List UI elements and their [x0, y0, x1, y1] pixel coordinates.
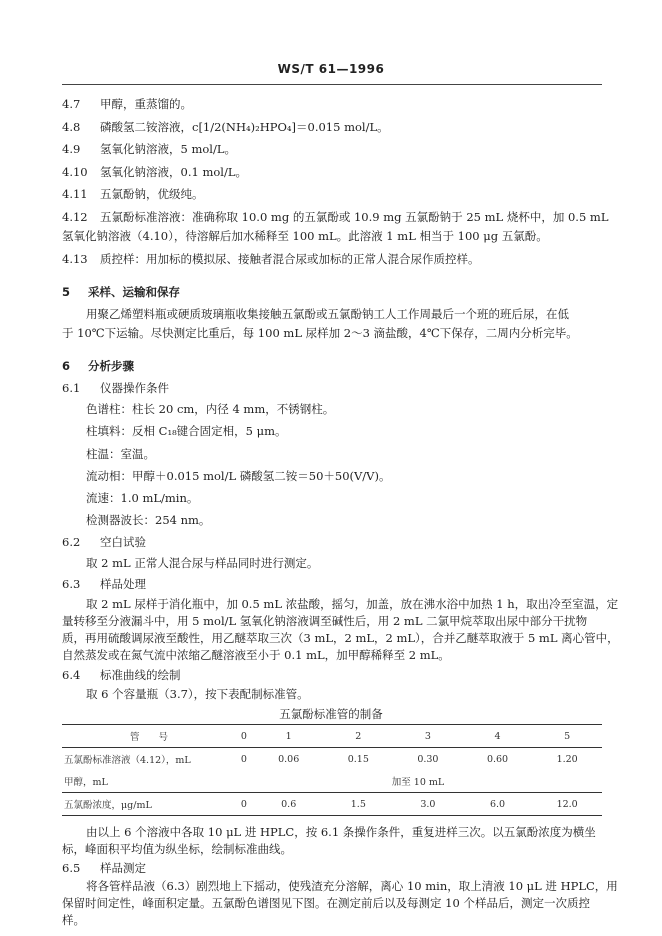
subsection-6-5-heading	[62, 860, 146, 876]
table-row	[62, 770, 602, 793]
item-text: 氢氧化钠溶液，0.1 mol/L。	[100, 165, 247, 179]
item-4-7	[62, 96, 192, 112]
condition-line: 流动相：甲醇＋0.015 mol/L 磷酸氢二铵＝50＋50(V/V)。	[86, 469, 391, 483]
table-cell: 1.5	[324, 793, 394, 816]
subsection-title: 样品处理	[100, 577, 146, 591]
item-number: 4.8	[62, 120, 81, 134]
item-number: 4.11	[62, 187, 88, 201]
header-rule	[62, 84, 602, 85]
subsection-number: 6.4	[62, 668, 81, 682]
item-text: 甲醇，重蒸馏的。	[100, 97, 192, 111]
row-label: 甲醇，mL	[64, 777, 108, 788]
table-cell: 1	[254, 725, 324, 748]
table-cell: 0.60	[486, 753, 509, 765]
subsection-6-3-heading	[62, 576, 146, 592]
section-title: 采样、运输和保存	[88, 285, 180, 299]
condition-line: 色谱柱：柱长 20 cm，内径 4 mm，不锈钢柱。	[86, 402, 335, 416]
standard-curve-intro: 取 6 个容量瓶（3.7），按下表配制标准管。	[86, 687, 309, 701]
subsection-6-1-heading	[62, 380, 169, 396]
table-cell: 加至 10 mL	[391, 777, 445, 788]
subsection-title: 样品测定	[100, 861, 146, 875]
table-cell: 0.30	[417, 753, 439, 765]
sample-treatment-line: 自然蒸发或在氮气流中浓缩乙醚溶液至小于 0.1 mL，加甲醇稀释至 2 mL。	[62, 648, 450, 662]
item-4-12-cont: 氢氧化钠溶液（4.10），待溶解后加水稀释至 100 mL。此溶液 1 mL 相当于 100 μg 五氯酚。	[62, 229, 548, 243]
item-number: 4.12	[62, 210, 88, 224]
subsection-number: 6.5	[62, 861, 81, 875]
sample-treatment-line: 质，再用硫酸调尿液至酸性，用乙醚萃取三次（3 mL，2 mL，2 mL），合并乙醚萃取液于 5 mL 离心管中，	[62, 631, 619, 645]
section-5-heading	[62, 284, 180, 300]
item-4-9	[62, 141, 236, 157]
item-text: 氢氧化钠溶液，5 mol/L。	[100, 142, 236, 156]
item-text: 五氯酚标准溶液：准确称取 10.0 mg 的五氯酚或 10.9 mg 五氯酚钠于 25 mL 烧杯中，加 0.5 mL	[100, 210, 609, 224]
table-row	[62, 793, 602, 816]
after-table-line: 由以上 6 个溶液中各取 10 μL 进 HPLC，按 6.1 条操作条件，重复进样三次。以五氯酚浓度为横坐	[86, 825, 596, 839]
table-cell: 0	[234, 725, 254, 748]
table-cell: 6.0	[463, 793, 533, 816]
item-text: 质控样：用加标的模拟尿、接触者混合尿或加标的正常人混合尿作质控样。	[100, 252, 480, 266]
sample-measure-line: 保留时间定性，峰面积定量。五氯酚色谱图见下图。在测定前后以及每测定 10 个样品后，测定一次质控	[62, 896, 590, 910]
subsection-6-2-heading	[62, 534, 146, 550]
table-cell: 3.0	[393, 793, 463, 816]
table-cell: 2	[324, 725, 394, 748]
table-header-label: 管 号	[62, 725, 234, 748]
blank-test-text: 取 2 mL 正常人混合尿与样品同时进行测定。	[86, 556, 319, 570]
condition-line: 柱填料：反相 C₁₈键合固定相，5 μm。	[86, 424, 287, 438]
item-4-10	[62, 164, 247, 180]
item-number: 4.7	[62, 97, 81, 111]
table-cell: 0	[234, 793, 254, 816]
condition-line: 流速：1.0 mL/min。	[86, 491, 199, 505]
item-number: 4.9	[62, 142, 81, 156]
condition-line: 检测器波长：254 nm。	[86, 513, 211, 527]
section-title: 分析步骤	[88, 359, 134, 373]
item-4-11	[62, 186, 204, 202]
item-4-13	[62, 251, 480, 267]
table-cell: 0.15	[347, 753, 369, 765]
table-cell: 0.06	[278, 753, 300, 765]
sample-treatment-line: 量转移至分液漏斗中，用 5 mol/L 氢氧化钠溶液调至碱性后，用 2 mL 二氯甲烷萃取出尿中部分干扰物	[62, 614, 588, 628]
row-label: 五氯酚标准溶液（4.12），mL	[64, 755, 191, 766]
row-label: 五氯酚浓度，μg/mL	[62, 793, 234, 816]
item-4-8	[62, 119, 389, 135]
section-6-heading	[62, 358, 134, 374]
section-number: 5	[62, 285, 71, 299]
subsection-title: 仪器操作条件	[100, 381, 169, 395]
item-4-12	[62, 209, 608, 225]
sample-treatment-line: 取 2 mL 尿样于消化瓶中，加 0.5 mL 浓盐酸，摇匀，加盖，放在沸水浴中加热 1 h，取出冷至室温，定	[86, 597, 619, 611]
table-cell: 12.0	[532, 793, 602, 816]
item-text: 磷酸氢二铵溶液，c[1/2(NH₄)₂HPO₄]＝0.015 mol/L。	[100, 120, 389, 134]
table-cell: 1.20	[556, 753, 578, 765]
item-text: 五氯酚钠，优级纯。	[100, 187, 204, 201]
table-cell: 3	[393, 725, 463, 748]
subsection-title: 标准曲线的绘制	[100, 668, 181, 682]
page-header: WS/T 61—1996	[277, 62, 385, 76]
table-cell: 0	[240, 753, 247, 765]
item-number: 4.13	[62, 252, 88, 266]
sample-measure-line: 将各管样品液（6.3）剧烈地上下摇动，使残渣充分溶解，离心 10 min，取上清液 10 μL 进 HPLC，用	[86, 879, 618, 893]
table-cell: 5	[532, 725, 602, 748]
condition-line: 柱温：室温。	[86, 447, 155, 461]
table-cell: 0.6	[254, 793, 324, 816]
subsection-number: 6.1	[62, 381, 81, 395]
standard-tube-table	[62, 724, 602, 816]
subsection-number: 6.2	[62, 535, 81, 549]
subsection-6-4-heading	[62, 667, 181, 683]
section-5-para-line-1: 用聚乙烯塑料瓶或硬质玻璃瓶收集接触五氯酚或五氯酚钠工人工作周最后一个班的班后尿，在低	[86, 307, 569, 321]
subsection-number: 6.3	[62, 577, 81, 591]
table-header-row	[62, 725, 602, 748]
section-number: 6	[62, 359, 71, 373]
item-number: 4.10	[62, 165, 88, 179]
subsection-title: 空白试验	[100, 535, 146, 549]
sample-measure-line: 样。	[62, 913, 85, 927]
table-title: 五氯酚标准管的制备	[279, 707, 383, 721]
table-row	[62, 748, 602, 771]
section-5-para-line-2: 于 10℃下运输。尽快测定比重后，每 100 mL 尿样加 2～3 滴盐酸，4℃下保存，二周内分析完毕。	[62, 326, 578, 340]
table-cell: 4	[463, 725, 533, 748]
after-table-line: 标，峰面积平均值为纵坐标，绘制标准曲线。	[62, 842, 292, 856]
